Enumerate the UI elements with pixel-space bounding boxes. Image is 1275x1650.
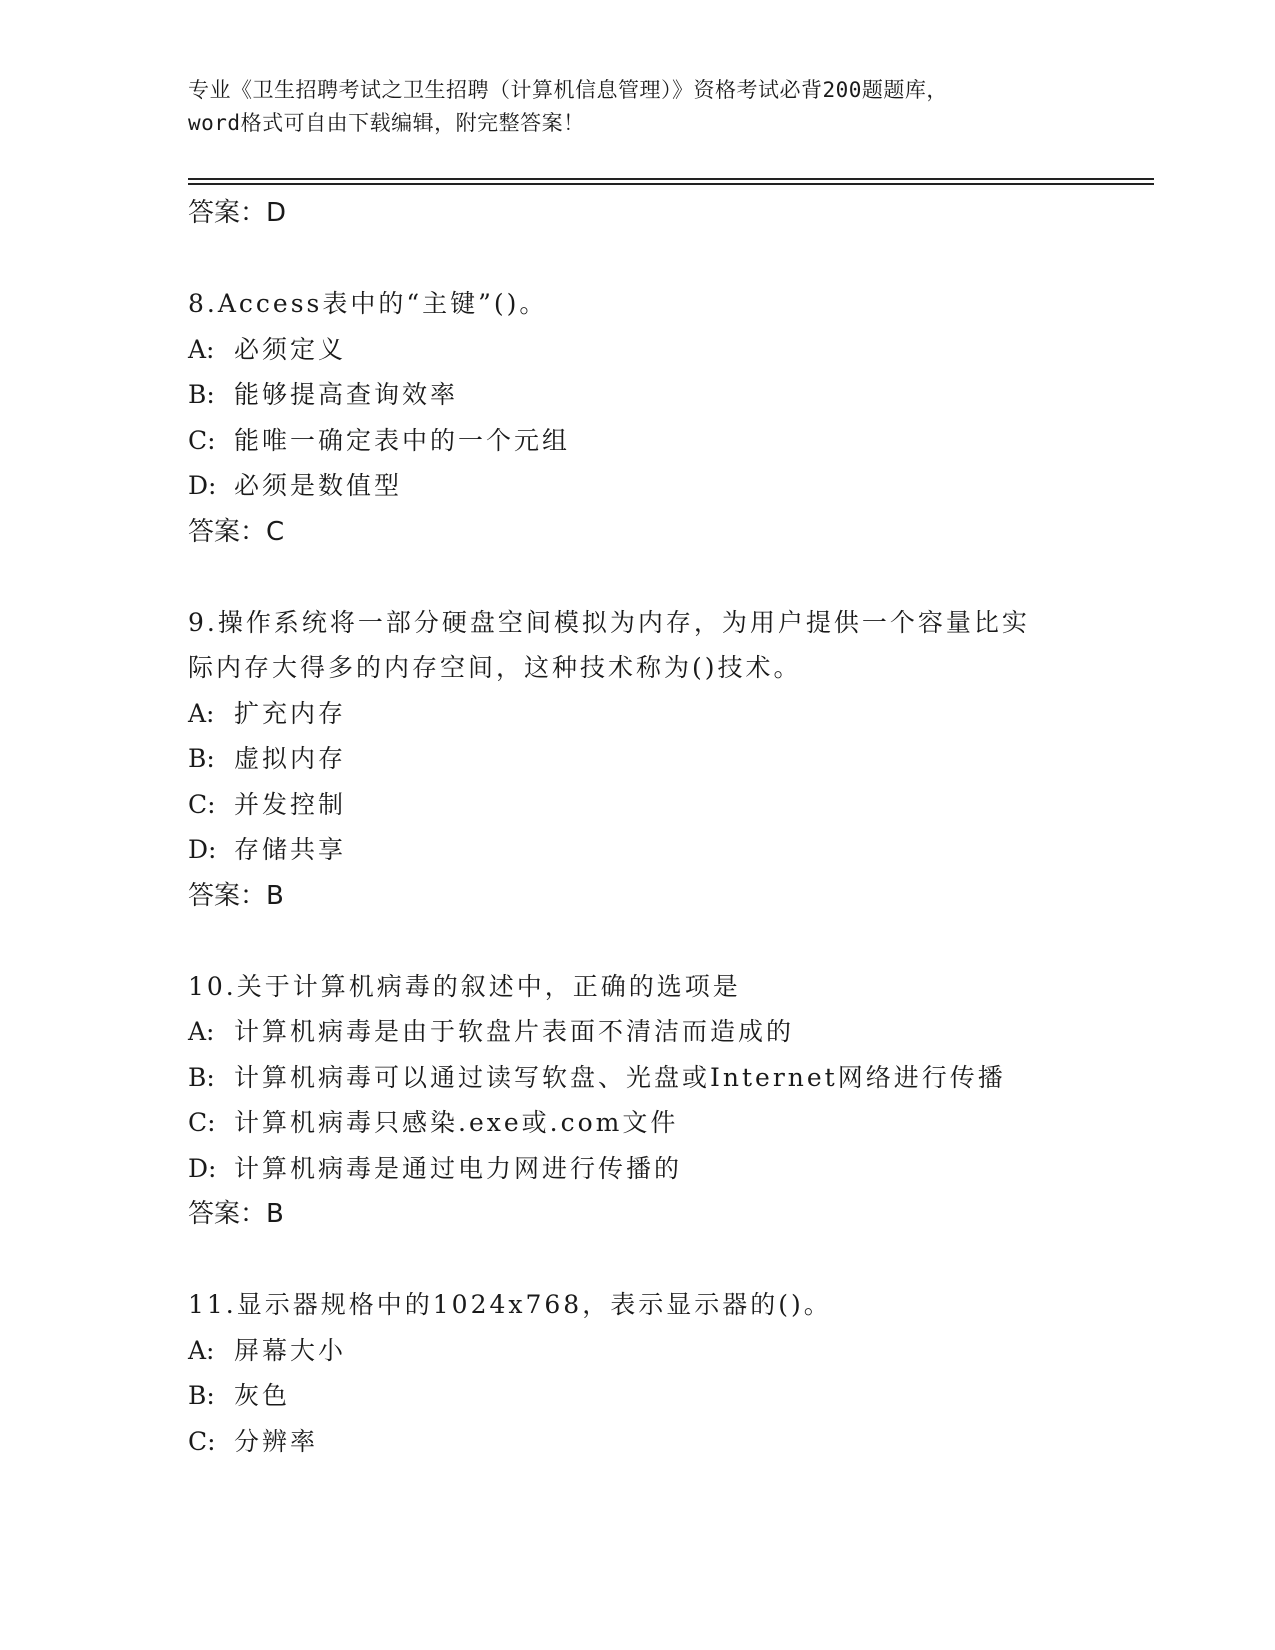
question-text: 11.显示器规格中的1024x768，表示显示器的()。: [188, 1290, 832, 1319]
option-line: [188, 1146, 1088, 1192]
answer-line: 答案：D: [188, 198, 287, 228]
document-header: [188, 74, 1088, 140]
option-text: 计算机病毒是由于软盘片表面不清洁而造成的: [234, 1017, 795, 1046]
header-line-2: word格式可自由下载编辑，附完整答案！: [188, 111, 585, 135]
option-letter: D:: [188, 1153, 217, 1183]
header-rule-top: [188, 178, 1154, 180]
option-letter: D:: [188, 835, 217, 864]
option-text: 灰色: [234, 1381, 291, 1410]
option-letter: D:: [188, 471, 217, 500]
option-letter: B:: [188, 380, 215, 409]
question-gap: [188, 555, 1088, 600]
option-text: 必须是数值型: [234, 471, 403, 500]
question-text: 9.操作系统将一部分硬盘空间模拟为内存，为用户提供一个容量比实: [188, 607, 1030, 637]
option-letter: C:: [188, 1426, 216, 1456]
option-text: 必须定义: [234, 334, 347, 364]
option-text: 虚拟内存: [234, 744, 347, 773]
option-line: [188, 1009, 1088, 1055]
option-line: [188, 418, 1088, 464]
option-line: [188, 463, 1088, 509]
answer-line: 答案：B: [188, 1199, 284, 1229]
option-line: [188, 327, 1088, 373]
option-letter: A:: [188, 1335, 215, 1365]
option-letter: C:: [188, 789, 216, 819]
option-letter: B:: [188, 744, 215, 773]
question-gap: [188, 919, 1088, 964]
option-line: [188, 736, 1088, 782]
option-line: [188, 827, 1088, 873]
option-letter: A:: [188, 698, 215, 728]
option-line: [188, 1373, 1088, 1419]
question-text: 8.Access表中的“主键”()。: [188, 289, 548, 318]
option-text: 分辨率: [234, 1426, 319, 1456]
question-gap: [188, 1237, 1088, 1282]
question-gap: [188, 236, 1088, 281]
option-text: 并发控制: [234, 789, 347, 819]
option-text: 扩充内存: [234, 698, 347, 728]
option-line: [188, 1328, 1088, 1374]
answer-line: 答案：C: [188, 516, 285, 547]
answer-line: 答案：B: [188, 880, 284, 911]
option-letter: B:: [188, 1062, 215, 1092]
option-text: 屏幕大小: [234, 1335, 347, 1365]
option-line: [188, 691, 1088, 737]
option-text: 计算机病毒只感染.exe或.com文件: [234, 1108, 679, 1137]
option-line: [188, 1055, 1088, 1101]
option-letter: A:: [188, 334, 215, 364]
option-text: 存储共享: [234, 835, 347, 864]
option-letter: C:: [188, 425, 216, 455]
option-line: [188, 782, 1088, 828]
option-letter: A:: [188, 1017, 215, 1046]
option-letter: C:: [188, 1108, 216, 1137]
option-line: [188, 1100, 1088, 1146]
question-text-continued: 际内存大得多的内存空间，这种技术称为()技术。: [188, 653, 802, 682]
option-letter: B:: [188, 1381, 215, 1410]
option-line: [188, 1419, 1088, 1465]
option-text: 计算机病毒是通过电力网进行传播的: [234, 1153, 683, 1183]
option-line: [188, 372, 1088, 418]
header-rule-bottom: [188, 183, 1154, 185]
question-text: 10.关于计算机病毒的叙述中，正确的选项是: [188, 971, 741, 1001]
option-text: 能唯一确定表中的一个元组: [234, 425, 571, 455]
question-list: [188, 190, 1088, 1464]
header-line-1: 专业《卫生招聘考试之卫生招聘（计算机信息管理）》资格考试必背200题题库，: [188, 78, 948, 102]
option-text: 计算机病毒可以通过读写软盘、光盘或Internet网络进行传播: [234, 1062, 1006, 1092]
option-text: 能够提高查询效率: [234, 380, 459, 409]
